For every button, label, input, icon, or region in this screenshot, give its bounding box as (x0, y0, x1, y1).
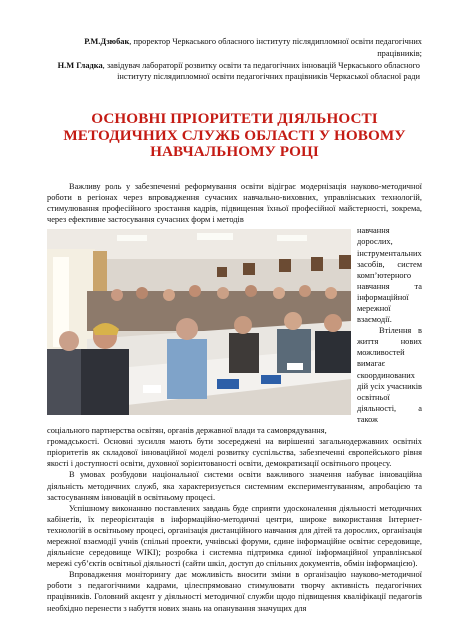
article-title: ОСНОВНІ ПРІОРИТЕТИ ДІЯЛЬНОСТІ МЕТОДИЧНИХ СЛУЖБ ОБЛАСТІ У НОВОМУ НАВЧАЛЬНОМУ РОЦІ (63, 110, 406, 161)
paragraph-2-side: Втілення в життя нових можливостей вимагає скоординованих дій усіх учасників освітньої діяльності, а також соціального партнерства освітян, органів державної влади та самоврядування, (47, 326, 422, 436)
paragraph-4: Успішному виконанню поставлених завдань буде сприяти удосконалення діяльності методичних кабінетів, їх переорієнтація в інформаційно-методичні центри, широке використання Інтернет-технологій в освітньому процесі, організація дистанційного навчання для дітей та дорослих, організація мережної взаємодії учнів (спільні проекти, учнівські форуми, єдине інформаційне освітнє середовище, діяльнісне середовище WIKI); розробка і системна підтримка єдиної інформаційної управлінської мережі суб’єктів освітньої діяльності (сайти шкіл, доступ до спільних документів, обмін інформацією). (47, 503, 422, 569)
author2-role: , завідувач лабораторії розвитку освіти та педагогічних інновацій Черкаського обласного інституту післядипломної освіти педагогічних працівників Черкаської обласної ради (102, 60, 420, 82)
paragraph-5: Впровадження моніторингу дає можливість вносити зміни в організацію науково-методичної роботи з педагогічними кадрами, цілеспрямовано стимулювати творчу активність педагогічних працівників. Головний акцент у діяльності методичної служби щодо підвищення кваліфікації педагогів необхідно перенести з набуття нових знань на опанування значущих для (47, 570, 422, 613)
article-body (47, 181, 422, 614)
paragraph-1-lead: Важливу роль у забезпеченні реформування освіти відіграє модернізація науково-методичної роботи в регіонах через впровадження сучасних навчально-виховних, управлінських технологій, стимулювання професійного зростання кадрів, підвищення їхньої професійної майстерності, зокрема, через ефективне застосування сучасних форм і методів (47, 181, 422, 225)
paragraph-3: В умовах розбудови національної системи освіти важливого значення набуває інноваційна діяльність методичних служб, яка характеризується системним експериментуванням, апробацією та застосуванням інновацій в освітньому процесі. (47, 470, 422, 502)
photo-wrap (47, 225, 422, 469)
conference-photo (47, 229, 351, 415)
author1-role: , проректор Черкаського обласного інституту післядипломної освіти педагогічних працівників; (129, 37, 422, 58)
author1-line (47, 36, 422, 60)
author2-line (47, 60, 422, 84)
paragraph-1-side: навчання дорослих, інструментальних засобів, систем комп’ютерного навчання та інформаційної мережної взаємодії. (357, 226, 422, 325)
paragraph-2-rest: громадськості. Основні зусилля мають бути зосереджені на вирішенні загальнодержавних освітніх пріоритетів як складової інноваційної моделі розвитку суспільства, забезпеченні європейського рівня якості і доступності освіти, духовної зорієнтованості освіти, демократизації освітнього процесу. (47, 437, 422, 469)
author1-name: Р.М.Дзюбак (84, 37, 130, 46)
author2-name: Н.М Гладка (57, 60, 103, 70)
authors-block (47, 36, 422, 83)
